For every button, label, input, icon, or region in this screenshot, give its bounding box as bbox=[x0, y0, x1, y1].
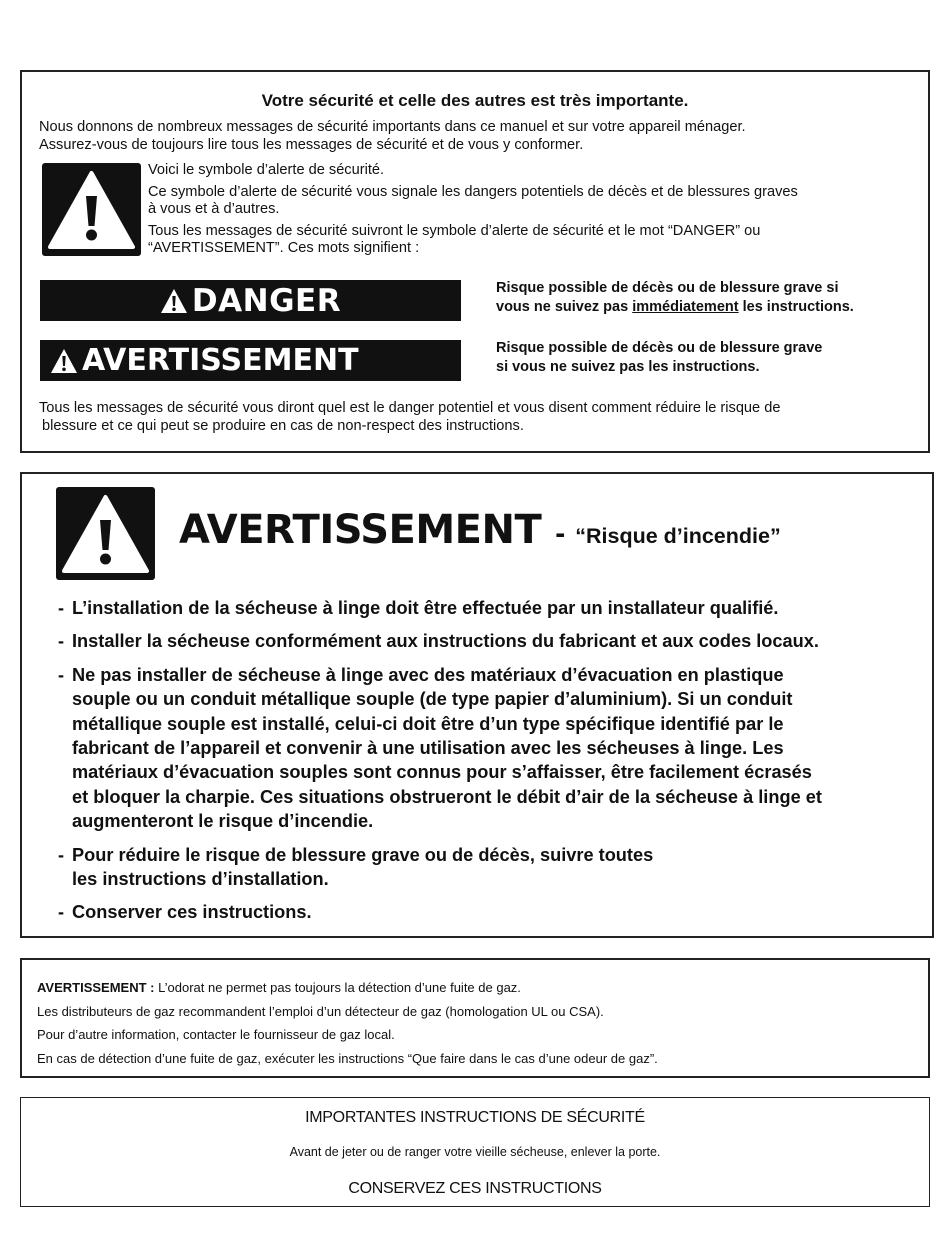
bullet-dash: - bbox=[58, 902, 65, 923]
warning-description bbox=[496, 339, 822, 376]
important-instruction: Avant de jeter ou de ranger votre vieille sécheuse, enlever la porte. bbox=[289, 1145, 661, 1159]
safety-title: Votre sécurité et celle des autres est très importante. bbox=[261, 91, 689, 110]
list-item-line: métallique souple est installé, celui-ci doit être d’un type spécifique identifié par le bbox=[72, 713, 784, 734]
safety-outro-line: Tous les messages de sécurité vous diront quel est le danger potentiel et vous disent comment réduire le risque de bbox=[39, 400, 781, 416]
list-item bbox=[58, 629, 822, 653]
list-item-line: augmenteront le risque d’incendie. bbox=[72, 811, 374, 832]
warning-banner bbox=[40, 340, 461, 381]
fire-warning-box bbox=[20, 472, 934, 938]
gas-warning-text bbox=[37, 976, 658, 1070]
keep-instructions: CONSERVEZ CES INSTRUCTIONS bbox=[348, 1180, 602, 1197]
warning-desc-line: si vous ne suivez pas les instructions. bbox=[496, 358, 760, 375]
list-item-line: souple ou un conduit métallique souple (de type papier d’aluminium). Si un conduit bbox=[72, 689, 793, 710]
safety-intro-line: Nous donnons de nombreux messages de sécurité importants dans ce manuel et sur votre appareil ménager. bbox=[39, 119, 746, 135]
list-item bbox=[58, 663, 822, 834]
list-item-line: et bloquer la charpie. Ces situations obstrueront le débit d’air de la sécheuse à linge et bbox=[72, 786, 822, 807]
list-item-line: Installer la sécheuse conformément aux instructions du fabricant et aux codes locaux. bbox=[72, 631, 819, 652]
list-item bbox=[58, 843, 822, 892]
fire-warning-title: AVERTISSEMENT bbox=[179, 507, 542, 553]
fire-warning-list bbox=[58, 596, 822, 934]
fire-alert-icon bbox=[56, 487, 155, 580]
alert-triangle-icon bbox=[160, 288, 188, 314]
safety-outro bbox=[39, 399, 780, 435]
gas-warning-label: AVERTISSEMENT : bbox=[37, 980, 155, 995]
safety-alert-icon bbox=[42, 163, 141, 256]
list-item-line: L’installation de la sécheuse à linge doit être effectuée par un installateur qualifié. bbox=[72, 598, 779, 618]
danger-label: DANGER bbox=[191, 282, 342, 319]
symbol-line: à vous et à d’autres. bbox=[148, 201, 280, 217]
list-item bbox=[58, 596, 822, 620]
gas-line: Les distributeurs de gaz recommandent l’emploi d’un détecteur de gaz (homologation UL ou CSA). bbox=[37, 1003, 604, 1019]
important-title: IMPORTANTES INSTRUCTIONS DE SÉCURITÉ bbox=[305, 1109, 645, 1126]
symbol-line: Tous les messages de sécurité suivront le symbole d’alerte de sécurité et le mot “DANGER” ou bbox=[148, 222, 761, 239]
bullet-dash: - bbox=[58, 844, 65, 865]
fire-warning-heading bbox=[179, 507, 781, 553]
gas-line-text: L’odorat ne permet pas toujours la détection d’une fuite de gaz. bbox=[154, 980, 521, 995]
danger-desc-emphasis: immédiatement bbox=[632, 298, 739, 315]
safety-info-box bbox=[20, 70, 930, 453]
list-item-line: Conserver ces instructions. bbox=[72, 902, 312, 923]
gas-line bbox=[37, 976, 658, 1000]
safety-outro-line: blessure et ce qui peut se produire en cas de non-respect des instructions. bbox=[42, 418, 524, 434]
danger-desc-line bbox=[496, 298, 854, 317]
bullet-dash: - bbox=[58, 664, 65, 685]
symbol-explanation bbox=[148, 162, 798, 258]
warning-desc-line: Risque possible de décès ou de blessure grave bbox=[496, 340, 823, 356]
important-instructions-box bbox=[20, 1097, 930, 1207]
bullet-dash: - bbox=[58, 598, 65, 618]
list-item-line: matériaux d’évacuation souples sont connus pour s’affaisser, être facilement écrasés bbox=[72, 762, 812, 783]
gas-warning-box bbox=[20, 958, 930, 1078]
list-item-line: Pour réduire le risque de blessure grave ou de décès, suivre toutes bbox=[72, 844, 654, 865]
fire-warning-subtitle: “Risque d’incendie” bbox=[575, 524, 781, 548]
danger-desc-text: les instructions. bbox=[738, 298, 854, 315]
danger-description bbox=[496, 279, 854, 316]
alert-triangle-icon bbox=[50, 348, 78, 374]
bullet-dash: - bbox=[58, 631, 65, 652]
gas-line: En cas de détection d’une fuite de gaz, exécuter les instructions “Que faire dans le cas d’une odeur de gaz”. bbox=[37, 1050, 658, 1066]
warning-label: AVERTISSEMENT bbox=[82, 343, 359, 378]
danger-desc-text: vous ne suivez pas bbox=[496, 298, 633, 315]
danger-banner bbox=[40, 280, 461, 321]
gas-line: Pour d’autre information, contacter le fournisseur de gaz local. bbox=[37, 1027, 395, 1042]
list-item-line: les instructions d’installation. bbox=[72, 869, 329, 890]
list-item-line: fabricant de l’appareil et convenir à une utilisation avec les sécheuses à linge. Les bbox=[72, 738, 784, 759]
safety-intro bbox=[39, 119, 746, 154]
symbol-line: “AVERTISSEMENT”. Ces mots signifient : bbox=[148, 240, 420, 256]
danger-desc-line: Risque possible de décès ou de blessure grave si bbox=[496, 280, 839, 296]
list-item-line: Ne pas installer de sécheuse à linge avec des matériaux d’évacuation en plastique bbox=[72, 664, 784, 685]
symbol-line: Ce symbole d’alerte de sécurité vous signale les dangers potentiels de décès et de blessures graves bbox=[148, 183, 798, 200]
list-item bbox=[58, 900, 822, 924]
fire-warning-dash: - bbox=[555, 517, 566, 550]
symbol-line: Voici le symbole d’alerte de sécurité. bbox=[148, 162, 385, 178]
safety-intro-line: Assurez-vous de toujours lire tous les messages de sécurité et de vous y conformer. bbox=[39, 136, 584, 153]
